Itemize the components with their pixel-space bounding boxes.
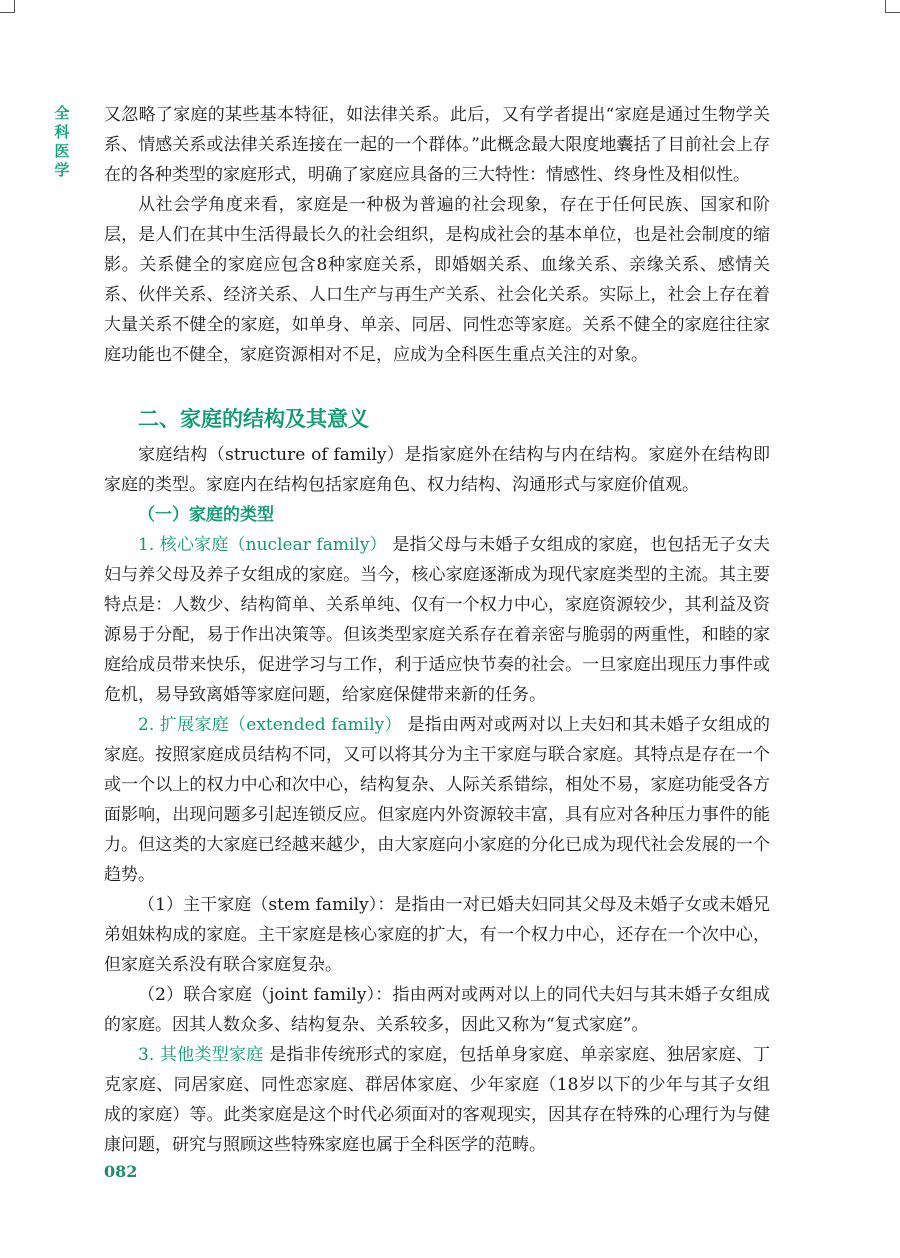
paragraph-intro-continued: 又忽略了家庭的某些基本特征，如法律关系。此后，又有学者提出“家庭是通过生物学关系、情感关系或法律关系连接在一起的一个群体。”此概念最大限度地囊括了目前社会上存在的各种类型的家庭形式，明确了家庭应具备的三大特性：情感性、终身性及相似性。 xyxy=(104,105,770,185)
paragraph-stem-family: （1）主干家庭（stem family）：是指由一对已婚夫妇同其父母及未婚子女或未婚兄弟姐妹构成的家庭。主干家庭是核心家庭的扩大，有一个权力中心，还存在一个次中心，但家庭关系没有联合家庭复杂。 xyxy=(104,895,770,975)
other-family-term: 3. 其他类型家庭 xyxy=(138,1045,264,1065)
nuclear-family-term: 1. 核心家庭（nuclear family） xyxy=(138,535,387,555)
extended-family-term: 2. 扩展家庭（extended family） xyxy=(138,715,402,735)
chapter-side-tab: 全科医学 xyxy=(54,104,70,179)
nuclear-family-text: 是指父母与未婚子女组成的家庭，也包括无子女夫妇与养父母及养子女组成的家庭。当今，核心家庭逐渐成为现代家庭类型的主流。其主要特点是：人数少、结构简单、关系单纯、仅有一个权力中心，家庭资源较少，其利益及资源易于分配，易于作出决策等。但该类型家庭关系存在着亲密与脆弱的两重性，和睦的家庭给成员带来快乐，促进学习与工作，利于适应快节奏的社会。一旦家庭出现压力事件或危机，易导致离婚等家庭问题，给家庭保健带来新的任务。 xyxy=(104,535,771,705)
paragraph-extended-family xyxy=(104,710,770,890)
page-body xyxy=(104,100,770,1160)
paragraph-sociology: 从社会学角度来看，家庭是一种极为普遍的社会现象，存在于任何民族、国家和阶层，是人们在其中生活得最长久的社会组织，是构成社会的基本单位，也是社会制度的缩影。关系健全的家庭应包含8种家庭关系，即婚姻关系、血缘关系、亲缘关系、感情关系、伙伴关系、经济关系、人口生产与再生产关系、社会化关系。实际上，社会上存在着大量关系不健全的家庭，如单身、单亲、同居、同性恋等家庭。关系不健全的家庭往往家庭功能也不健全，家庭资源相对不足，应成为全科医生重点关注的对象。 xyxy=(104,195,770,365)
page-number: 082 xyxy=(104,1162,138,1181)
extended-family-text: 是指由两对或两对以上夫妇和其未婚子女组成的家庭。按照家庭成员结构不同，又可以将其分为主干家庭与联合家庭。其特点是存在一个或一个以上的权力中心和次中心，结构复杂、人际关系错综，相处不易，家庭功能受各方面影响，出现问题多引起连锁反应。但家庭内外资源较丰富，具有应对各种压力事件的能力。但这类的大家庭已经越来越少，由大家庭向小家庭的分化已成为现代社会发展的一个趋势。 xyxy=(104,715,770,885)
subsection-heading: （一）家庭的类型 xyxy=(138,505,274,525)
paragraph-joint-family: （2）联合家庭（joint family）：指由两对或两对以上的同代夫妇与其未婚子女组成的家庭。因其人数众多、结构复杂、关系较多，因此又称为“复式家庭”。 xyxy=(104,985,770,1035)
crop-mark-right xyxy=(885,0,900,13)
paragraph-family-structure: 家庭结构（structure of family）是指家庭外在结构与内在结构。家庭外在结构即家庭的类型。家庭内在结构包括家庭角色、权力结构、沟通形式与家庭价值观。 xyxy=(104,445,770,495)
other-family-text: 是指非传统形式的家庭，包括单身家庭、单亲家庭、独居家庭、丁克家庭、同居家庭、同性恋家庭、群居体家庭、少年家庭（18岁以下的少年与其子女组成的家庭）等。此类家庭是这个时代必须面对的客观现实，因其存在特殊的心理行为与健康问题，研究与照顾这些特殊家庭也属于全科医学的范畴。 xyxy=(104,1045,770,1155)
section-heading: 二、家庭的结构及其意义 xyxy=(138,407,369,431)
crop-mark-left xyxy=(0,0,15,13)
paragraph-nuclear-family xyxy=(104,530,770,710)
paragraph-other-family xyxy=(104,1040,770,1160)
